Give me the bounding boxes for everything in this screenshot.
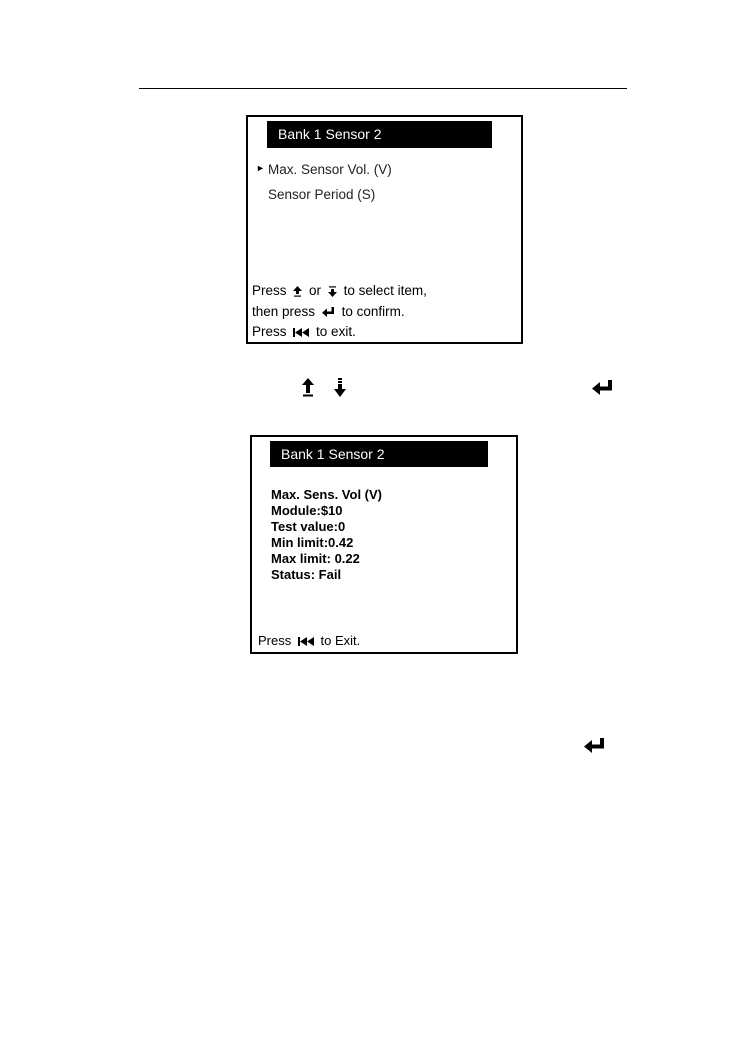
instruction-text: Press xyxy=(252,324,287,339)
up-arrow-icon xyxy=(293,286,302,297)
back-icon xyxy=(298,637,314,646)
instruction-text: to Exit. xyxy=(320,633,361,648)
instruction-select xyxy=(252,283,427,298)
up-arrow-icon xyxy=(302,378,314,397)
instruction-text: to confirm. xyxy=(341,304,405,319)
instruction-text: or xyxy=(309,283,322,298)
enter-icon xyxy=(322,307,335,317)
instruction-confirm xyxy=(252,304,405,319)
menu-item-max-sensor-vol[interactable]: Max. Sensor Vol. (V) xyxy=(268,162,392,177)
result-max-limit: Max limit: 0.22 xyxy=(271,551,360,566)
instruction-text: to select item, xyxy=(343,283,427,298)
menu-screen xyxy=(246,115,523,344)
back-icon xyxy=(293,328,309,337)
menu-item-sensor-period[interactable]: Sensor Period (S) xyxy=(268,187,376,202)
result-module: Module:$10 xyxy=(271,503,343,518)
exit-instruction xyxy=(258,633,360,648)
enter-icon xyxy=(592,380,614,395)
instruction-text: Press xyxy=(252,283,287,298)
selection-cursor-icon: ► xyxy=(256,163,265,173)
instruction-text: then press xyxy=(252,304,316,319)
result-test-value: Test value:0 xyxy=(271,519,346,534)
instruction-exit xyxy=(252,324,356,339)
instruction-text: Press xyxy=(258,633,292,648)
result-status: Status: Fail xyxy=(271,567,342,582)
result-min-limit: Min limit:0.42 xyxy=(271,535,354,550)
result-screen xyxy=(250,435,518,654)
screen-title: Bank 1 Sensor 2 xyxy=(270,441,488,467)
result-item-name: Max. Sens. Vol (V) xyxy=(271,487,383,502)
header-rule xyxy=(139,88,627,89)
screen-title: Bank 1 Sensor 2 xyxy=(267,121,492,148)
down-arrow-icon xyxy=(334,378,346,397)
instruction-text: to exit. xyxy=(316,324,356,339)
down-arrow-icon xyxy=(328,286,337,297)
enter-icon xyxy=(584,738,606,753)
result-details xyxy=(271,487,382,583)
